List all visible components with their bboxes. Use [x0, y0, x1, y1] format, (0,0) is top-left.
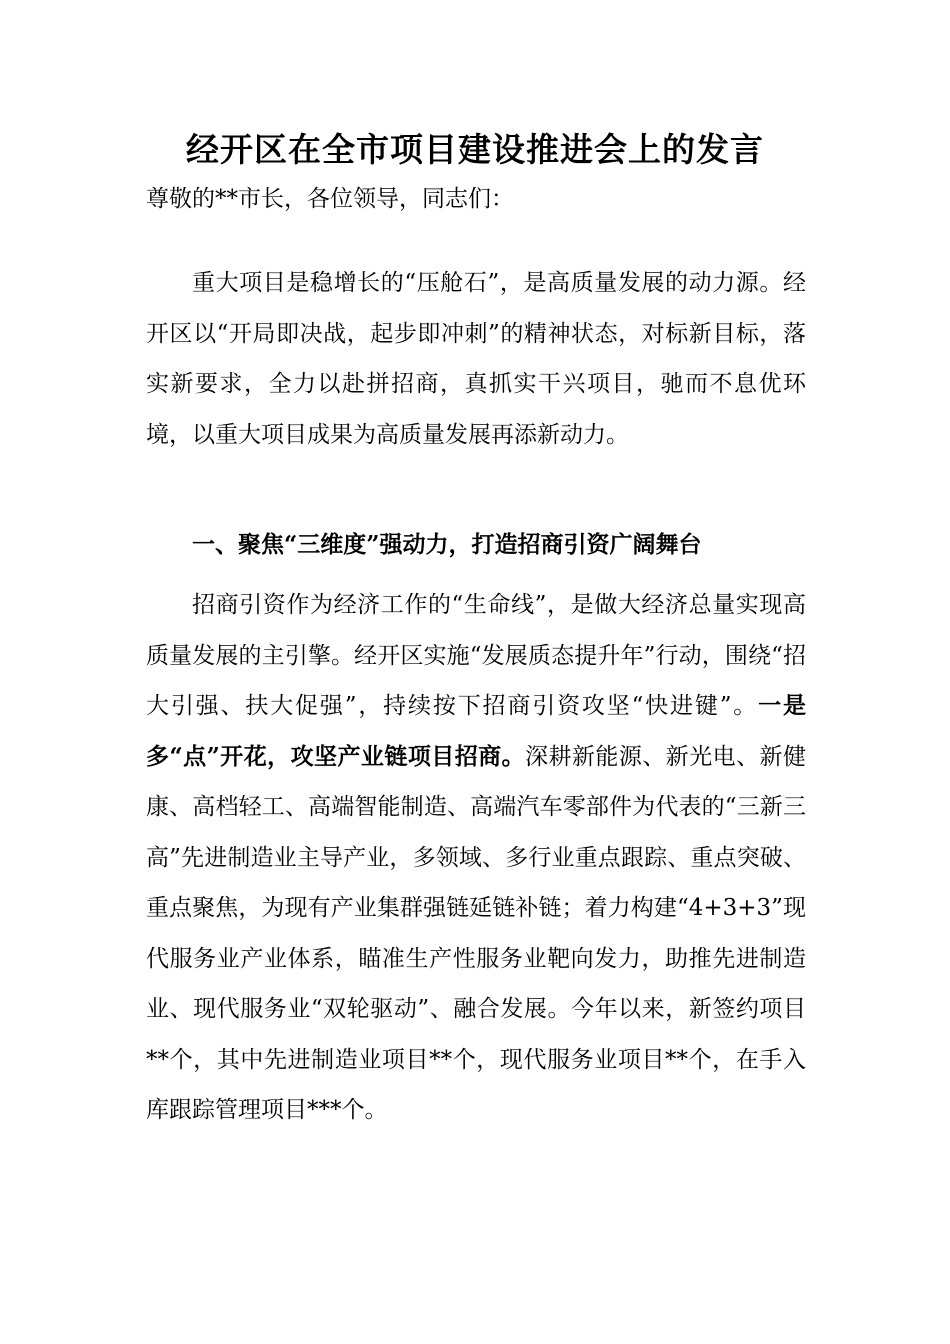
- paragraph-investment-bold-point: 一是多“点”开花，攻坚产业链项目招商。: [146, 692, 806, 770]
- paragraph-intro: 重大项目是稳增长的“压舱石”，是高质量发展的动力源。经开区以“开局即决战，起步即冲刺”的精神状态，对标新目标，落实新要求，全力以赴拼招商，真抓实干兴项目，驰而不息优环境，以重大项目成果为高质量发展再添新动力。: [146, 270, 806, 448]
- paragraph-investment-detail: 深耕新能源、新光电、新健康、高档轻工、高端智能制造、高端汽车零部件为代表的“三新三高”先进制造业主导产业，多领域、多行业重点跟踪、重点突破、重点聚焦，为现有产业集群强链延链补链；着力构建“4+3+3”现代服务业产业体系，瞄准生产性服务业靶向发力，助推先进制造业、现代服务业“双轮驱动”、融合发展。今年以来，新签约项目**个，其中先进制造业项目**个，现代服务业项目**个，在手入库跟踪管理项目***个。: [146, 743, 807, 1123]
- greeting-line: 尊敬的**市长，各位领导，同志们：: [146, 186, 514, 212]
- document-title: 经开区在全市项目建设推进会上的发言: [186, 130, 764, 169]
- section-heading-1: 一、聚焦“三维度”强动力，打造招商引资广阔舞台: [192, 531, 702, 558]
- paragraph-investment-intro: 招商引资作为经济工作的“生命线”，是做大经济总量实现高质量发展的主引擎。经开区实施“发展质态提升年”行动，围绕“招大引强、扶大促强”，持续按下招商引资攻坚“快进键”。: [146, 592, 806, 719]
- paragraph-investment: [146, 580, 806, 1136]
